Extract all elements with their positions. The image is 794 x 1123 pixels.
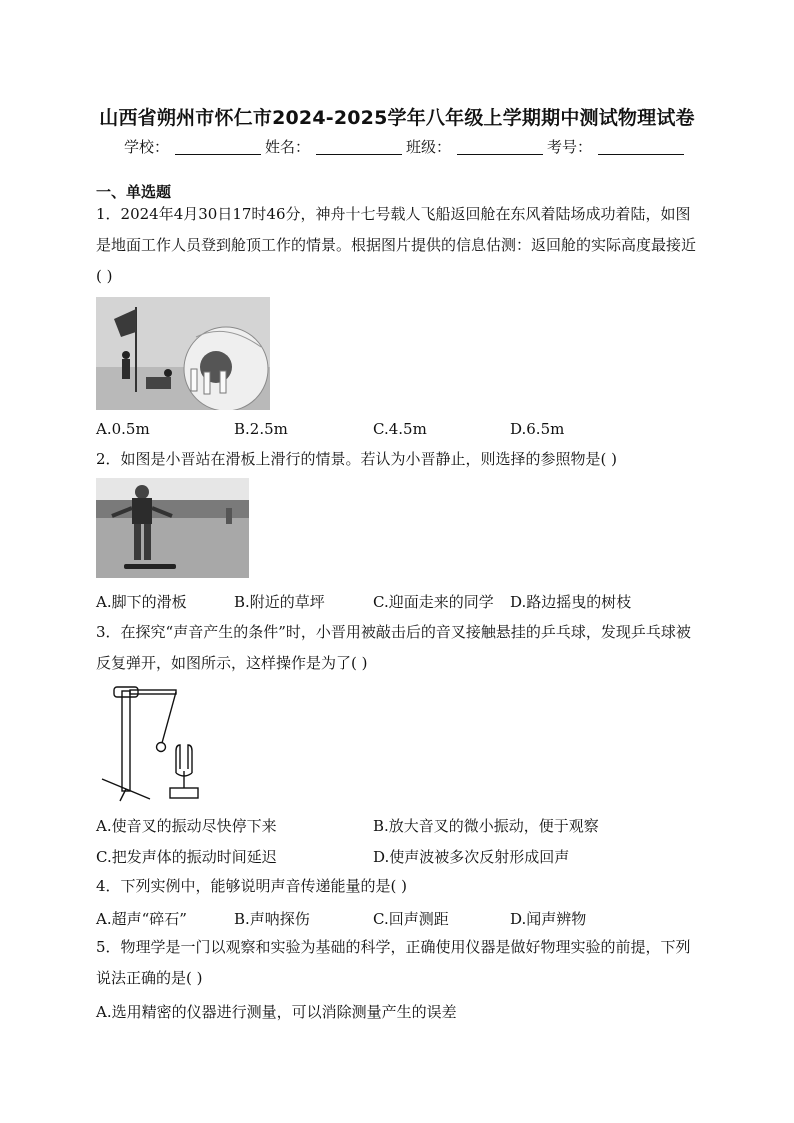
question-4-stem: 4．下列实例中，能够说明声音传递能量的是( ) [96,877,408,895]
question-2-stem: 2．如图是小晋站在滑板上滑行的情景。若认为小晋静止，则选择的参照物是( ) [96,450,618,468]
question-1-figure [96,297,270,414]
question-3-figure [96,681,216,807]
q4-option-c[interactable]: C.回声测距 [373,910,449,928]
q2-option-d[interactable]: D.路边摇曳的树枝 [510,593,632,611]
class-label: 班级： [406,138,452,156]
question-2-figure [96,478,249,582]
q3-option-b[interactable]: B.放大音叉的微小振动，便于观察 [373,817,599,835]
capsule-photo [96,297,270,410]
q1-option-d[interactable]: D.6.5m [510,420,565,438]
class-blank[interactable] [457,140,543,155]
q5-option-a[interactable]: A.选用精密的仪器进行测量，可以消除测量产生的误差 [96,1003,457,1021]
school-label: 学校： [124,138,170,156]
q2-option-a[interactable]: A.脚下的滑板 [96,593,187,611]
q3-option-c[interactable]: C.把发声体的振动时间延迟 [96,848,277,866]
tuning-fork-diagram [96,681,216,803]
q4-option-d[interactable]: D.闻声辨物 [510,910,587,928]
school-blank[interactable] [175,140,261,155]
question-1-stem: 1．2024年4月30日17时46分，神舟十七号载人飞船返回舱在东风着陆场成功着陆，如图是地面工作人员登到舱顶工作的情景。根据图片提供的信息估测：返回舱的实际高度最接近( ) [96,205,697,285]
q4-option-a[interactable]: A.超声“碎石” [96,910,187,928]
q2-option-b[interactable]: B.附近的草坪 [234,593,325,611]
q4-option-b[interactable]: B.声呐探伤 [234,910,310,928]
section-heading: 一、单选题 [96,183,172,201]
number-label: 考号： [547,138,593,156]
name-label: 姓名： [265,138,311,156]
name-blank[interactable] [316,140,402,155]
q1-option-b[interactable]: B.2.5m [234,420,288,438]
q1-option-a[interactable]: A.0.5m [96,420,150,438]
number-blank[interactable] [598,140,684,155]
skateboard-photo [96,478,249,578]
student-info-row [124,136,688,157]
exam-title: 山西省朔州市怀仁市2024-2025学年八年级上学期期中测试物理试卷 [99,107,695,129]
question-5-stem: 5．物理学是一门以观察和实验为基础的科学，正确使用仪器是做好物理实验的前提，下列说法正确的是( ) [96,938,691,987]
q2-option-c[interactable]: C.迎面走来的同学 [373,593,494,611]
q3-option-d[interactable]: D.使声波被多次反射形成回声 [373,848,570,866]
question-3-stem: 3．在探究“声音产生的条件”时，小晋用被敲击后的音叉接触悬挂的乒乓球，发现乒乓球被反复弹开，如图所示，这样操作是为了( ) [96,623,691,672]
q1-option-c[interactable]: C.4.5m [373,420,427,438]
q3-option-a[interactable]: A.使音叉的振动尽快停下来 [96,817,277,835]
